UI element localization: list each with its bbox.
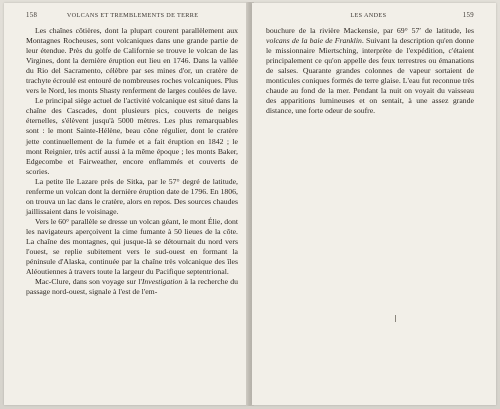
right-page-text [266,26,474,116]
text-run: Mac-Clure, dans son voyage sur l' [35,277,142,287]
left-page-text [26,26,238,297]
text-run: bouchure de la rivière Mackensie, par 69° 57′ de latitude, les [266,26,474,35]
ship-name-italic: Investigation [141,277,183,287]
text-run: à la recherche du passage nord-ouest, signale à l'est de l'em- [26,277,238,297]
paragraph-last [26,277,238,297]
left-running-title: VOLCANS ET TREMBLEMENTS DE TERRE [66,12,199,19]
text-run: . Suivant la description qu'en donne le missionnaire Miertsching, interprète de l'expédition, c'étaient principalement ce qu'on appelle des feux terrestres ou émanations de salses. Quarante grandes colonnes de vapeur sortaient de monticules coniques formés de terre glaise. L'eau fut reconnue très chaude au fond de la mer. Pendant la nuit on voyait du vaisseau des apparitions lumineuses et on sentait, à une assez grande distance, une forte odeur de soufre. [266,36,474,116]
page-mark [395,315,396,322]
volcano-name-italic: volcans de la baie de Franklin [266,36,362,46]
right-running-title: LES ANDES [350,12,387,19]
paragraph: Les chaînes côtières, dont la plupart courent parallèlement aux Montagnes Rocheuses, sont volcaniques dans une grande partie de leur étendue. Près du golfe de Californie se trouve le volcan de las Virgines, dont la dernière éruption eut lieu en 1746. Dans la vallée du Rio del Sacramento, célèbre par ses mines d'or, un cratère de trachyte écroulé est entouré de nombreuses roches volcaniques. Plus vers le Nord, les monts Shasty renferment de larges coulées de lave. [26,26,238,96]
left-page-number: 158 [26,12,38,19]
right-page [252,3,496,405]
paragraph: Le principal siège actuel de l'activité volcanique est situé dans la chaîne des Cascades, dont plusieurs pics, couverts de neiges éternelles, s'élèvent jusqu'à 5000 mètres. Les plus remarquables sont : le mont Sainte-Hélène, beau cône régulier, dont le cratère jette continuellement de la fumée et a fait éruption en 1842 ; le mont Reignier, très actif aussi à la même époque ; les monts Baker, Edgecombe et Fairweather, encore enflammés et couverts de scories. [26,96,238,176]
paragraph: La petite île Lazare près de Sitka, par le 57° degré de latitude, renferme un volcan dont la dernière éruption date de 1796. En 1806, on trouva un lac dans le cratère, alors en repos. Des sources chaudes jaillissaient dans le voisinage. [26,176,238,216]
left-running-head [26,12,238,21]
paragraph: Vers le 60° parallèle se dresse un volcan géant, le mont Élie, dont les navigateurs aperçoivent la cime fumante à 50 lieues de la côte. La chaîne des montagnes, qui jusque-là se détournait du nord vers l'ouest, se replie subitement vers le sud-ouest en formant la péninsule d'Alaska, continuée par la chaîne très volcanique des îles Aléoutiennes à travers toute la largeur du Pacifique septentrional. [26,216,238,277]
left-page [4,3,248,405]
right-running-head [264,12,474,21]
right-page-number: 159 [462,12,474,19]
paragraph [266,26,474,116]
